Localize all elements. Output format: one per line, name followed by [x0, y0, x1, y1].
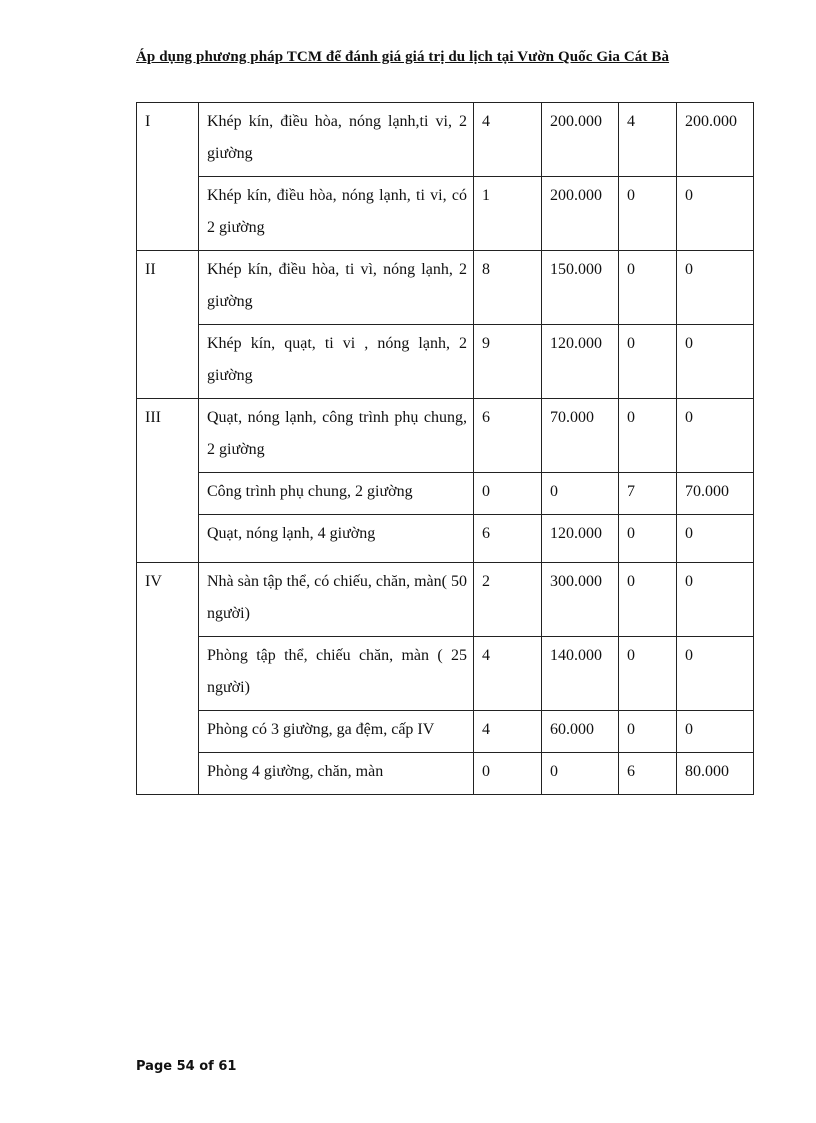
room-price: 140.000: [542, 637, 619, 711]
grade-cell: I: [137, 103, 199, 251]
room-price: 0: [542, 753, 619, 795]
room-count: 4: [474, 711, 542, 753]
room-price-2: 0: [677, 177, 754, 251]
room-count-2: 6: [619, 753, 677, 795]
room-price-2: 70.000: [677, 473, 754, 515]
room-count-2: 0: [619, 399, 677, 473]
room-description: Khép kín, điều hòa, ti vì, nóng lạnh, 2 giường: [199, 251, 474, 325]
room-price-2: 0: [677, 563, 754, 637]
table-row: [137, 325, 754, 399]
room-description: Phòng 4 giường, chăn, màn: [199, 753, 474, 795]
room-count: 0: [474, 473, 542, 515]
room-description: Khép kín, điều hòa, nóng lạnh,ti vi, 2 giường: [199, 103, 474, 177]
table-row: [137, 515, 754, 563]
room-description: Phòng có 3 giường, ga đệm, cấp IV: [199, 711, 474, 753]
room-description: Quạt, nóng lạnh, công trình phụ chung, 2 giường: [199, 399, 474, 473]
room-count-2: 0: [619, 251, 677, 325]
room-price-2: 200.000: [677, 103, 754, 177]
page-number-footer: Page 54 of 61: [136, 1059, 237, 1074]
room-price-2: 0: [677, 251, 754, 325]
table-row: [137, 103, 754, 177]
room-description: Nhà sàn tập thể, có chiếu, chăn, màn( 50 người): [199, 563, 474, 637]
room-price: 70.000: [542, 399, 619, 473]
room-count: 4: [474, 103, 542, 177]
room-count: 9: [474, 325, 542, 399]
room-description: Công trình phụ chung, 2 giường: [199, 473, 474, 515]
room-price: 150.000: [542, 251, 619, 325]
room-price-2: 0: [677, 515, 754, 563]
room-count-2: 0: [619, 563, 677, 637]
table-row: [137, 637, 754, 711]
room-price: 0: [542, 473, 619, 515]
grade-cell: II: [137, 251, 199, 399]
table-row: [137, 753, 754, 795]
room-count: 2: [474, 563, 542, 637]
room-price-2: 80.000: [677, 753, 754, 795]
room-description: Quạt, nóng lạnh, 4 giường: [199, 515, 474, 563]
room-count: 6: [474, 399, 542, 473]
room-price-2: 0: [677, 711, 754, 753]
room-count: 6: [474, 515, 542, 563]
room-price: 300.000: [542, 563, 619, 637]
room-count-2: 0: [619, 711, 677, 753]
room-price-table: [136, 102, 754, 795]
table-row: [137, 177, 754, 251]
room-price: 120.000: [542, 325, 619, 399]
room-price-2: 0: [677, 325, 754, 399]
grade-cell: IV: [137, 563, 199, 795]
room-count-2: 0: [619, 515, 677, 563]
room-count-2: 0: [619, 637, 677, 711]
table-row: [137, 563, 754, 637]
page-header-title: Áp dụng phương pháp TCM để đánh giá giá trị du lịch tại Vườn Quốc Gia Cát Bà: [136, 49, 670, 65]
room-price-2: 0: [677, 399, 754, 473]
room-description: Phòng tập thể, chiếu chăn, màn ( 25 người): [199, 637, 474, 711]
table-row: [137, 711, 754, 753]
room-count-2: 7: [619, 473, 677, 515]
table-row: [137, 399, 754, 473]
table-row: [137, 473, 754, 515]
room-count: 0: [474, 753, 542, 795]
room-price: 60.000: [542, 711, 619, 753]
room-description: Khép kín, quạt, ti vi , nóng lạnh, 2 giường: [199, 325, 474, 399]
room-count-2: 0: [619, 325, 677, 399]
room-price: 200.000: [542, 177, 619, 251]
room-count-2: 0: [619, 177, 677, 251]
room-count: 4: [474, 637, 542, 711]
room-count: 1: [474, 177, 542, 251]
table-row: [137, 251, 754, 325]
room-price: 200.000: [542, 103, 619, 177]
room-description: Khép kín, điều hòa, nóng lạnh, ti vi, có 2 giường: [199, 177, 474, 251]
grade-cell: III: [137, 399, 199, 563]
room-price-2: 0: [677, 637, 754, 711]
room-price: 120.000: [542, 515, 619, 563]
room-count: 8: [474, 251, 542, 325]
room-count-2: 4: [619, 103, 677, 177]
